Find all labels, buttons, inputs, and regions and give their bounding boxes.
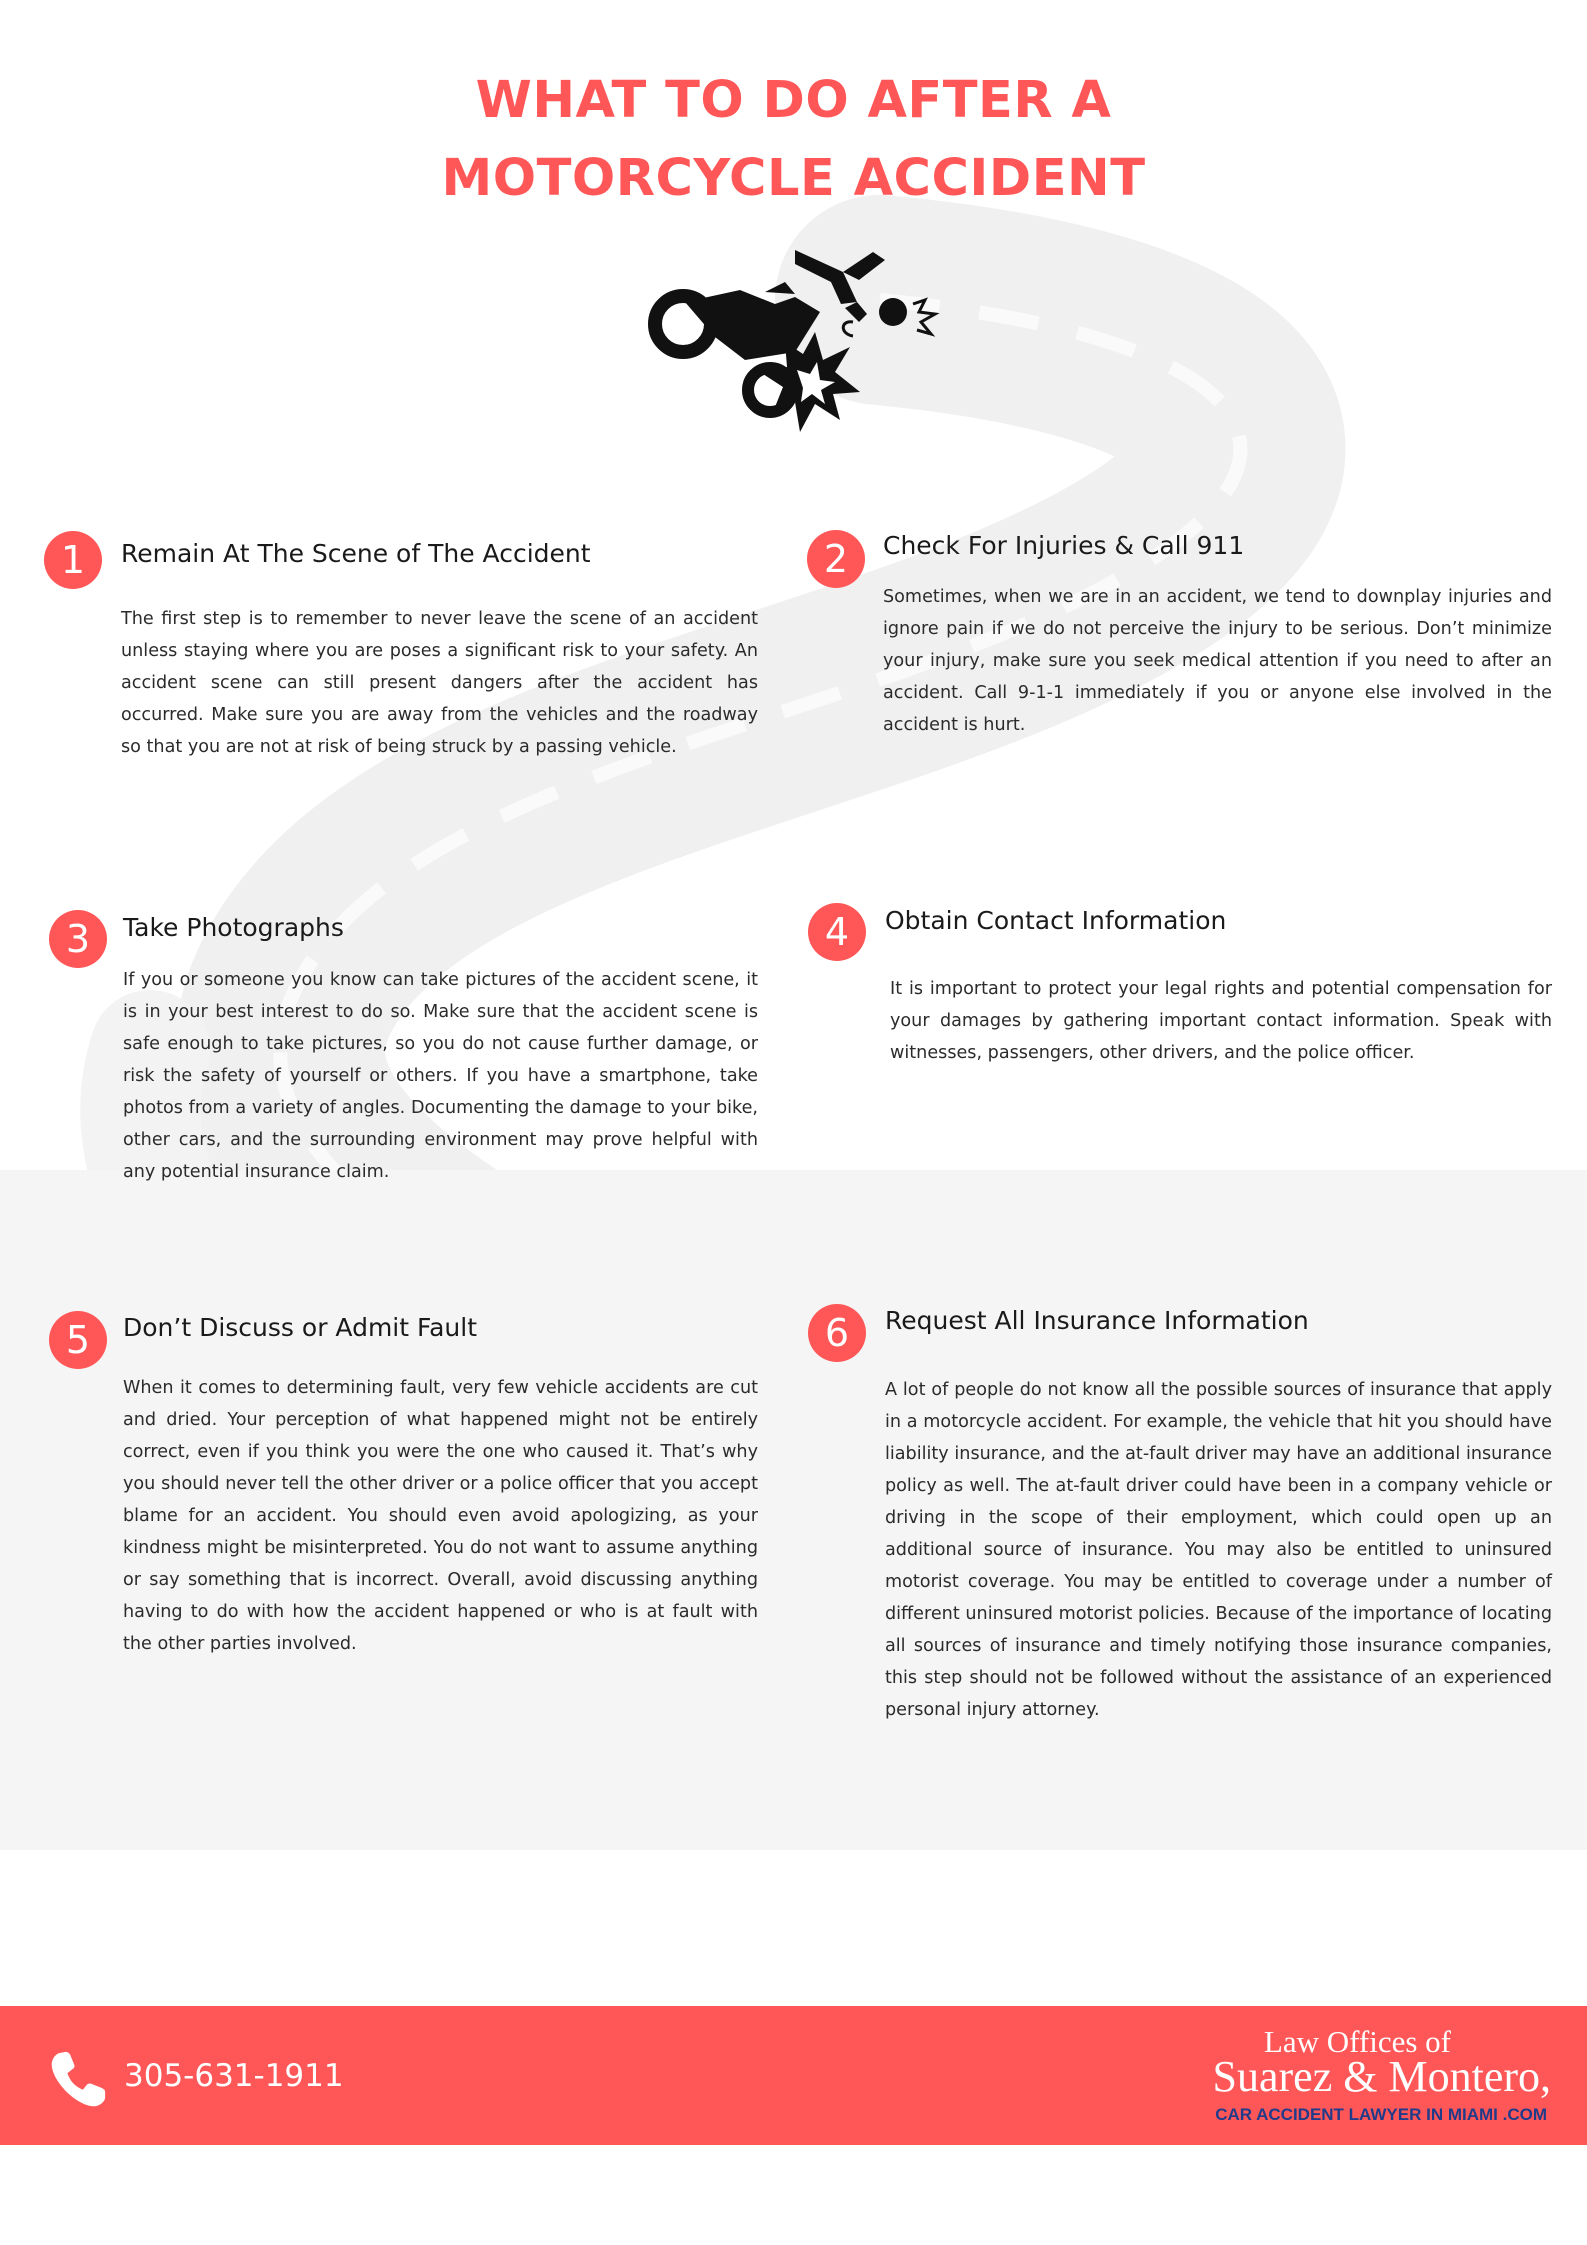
step-number-badge: 1 [44, 531, 102, 589]
firm-logo [1121, 2016, 1551, 2136]
step-heading: Obtain Contact Information [885, 906, 1227, 935]
step-body: The first step is to remember to never leave the scene of an accident unless staying where you are poses a significant risk to your safety. An accident scene can still present dangers after the accident has occurred. Make sure you are away from the vehicles and the roadway so that you are not at risk of being struck by a passing vehicle. [121, 609, 758, 757]
motorcycle-crash-icon [645, 242, 940, 437]
step-body: When it comes to determining fault, very few vehicle accidents are cut and dried. Your perception of what happened might not be entirely correct, even if you think you were the one who caused it. That’s why you should never tell the other driver or a police officer that you accept blame for an accident. You should even avoid apologizing, as your kindness might be misinterpreted. You do not want to assume anything or say something that is incorrect. Overall, avoid discussing anything having to do with how the accident happened or who is at fault with the other parties involved. [123, 1378, 758, 1654]
step-heading: Don’t Discuss or Admit Fault [123, 1313, 477, 1342]
step-heading: Request All Insurance Information [885, 1306, 1309, 1335]
logo-website: CAR ACCIDENT LAWYER IN MIAMI .COM [1215, 2105, 1547, 2124]
step-body: It is important to protect your legal rights and potential compensation for your damages by gathering important contact information. Speak with witnesses, passengers, other drivers, and the police officer. [890, 979, 1552, 1063]
footer-bar [0, 2006, 1587, 2145]
phone-icon [47, 2049, 109, 2111]
step-heading: Remain At The Scene of The Accident [121, 539, 591, 568]
step-heading: Check For Injuries & Call 911 [883, 531, 1245, 560]
page-title [0, 62, 1587, 218]
step-number-badge: 2 [807, 530, 865, 588]
title-line-2: MOTORCYCLE ACCIDENT [441, 149, 1146, 208]
phone-number[interactable]: 305-631-1911 [124, 2058, 344, 2094]
step-number-badge: 4 [808, 903, 866, 961]
step-body: A lot of people do not know all the possible sources of insurance that apply in a motorcycle accident. For example, the vehicle that hit you should have liability insurance, and the at-fault driver may have an additional insurance policy as well. The at-fault driver could have been in a company vehicle or driving in the scope of their employment, which could open up an additional source of insurance. You may also be entitled to uninsured motorist coverage. You may be entitled to coverage under a number of different uninsured motorist policies. Because of the importance of locating all sources of insurance and timely notifying those insurance companies, this step should not be followed without the assistance of an experienced personal injury attorney. [885, 1380, 1552, 1720]
step-body: If you or someone you know can take pictures of the accident scene, it is in your best interest to do so. Make sure that the accident scene is safe enough to take pictures, so you do not cause further damage, or risk the safety of yourself or others. If you have a smartphone, take photos from a variety of angles. Documenting the damage to your bike, other cars, and the surrounding environment may prove helpful with any potential insurance claim. [123, 970, 758, 1182]
step-number-badge: 5 [49, 1311, 107, 1369]
step-number-badge: 6 [808, 1304, 866, 1362]
step-heading: Take Photographs [123, 913, 344, 942]
step-number-badge: 3 [49, 910, 107, 968]
title-line-1: WHAT TO DO AFTER A [475, 71, 1112, 130]
logo-line-2: Suarez & Montero, [1212, 2052, 1551, 2101]
logo-line-1: Law Offices of [1263, 2024, 1451, 2059]
step-body: Sometimes, when we are in an accident, we tend to downplay injuries and ignore pain if we do not perceive the injury to be serious. Don’t minimize your injury, make sure you seek medical attention if you need to after an accident. Call 9-1-1 immediately if you or anyone else involved in the accident is hurt. [883, 587, 1552, 735]
